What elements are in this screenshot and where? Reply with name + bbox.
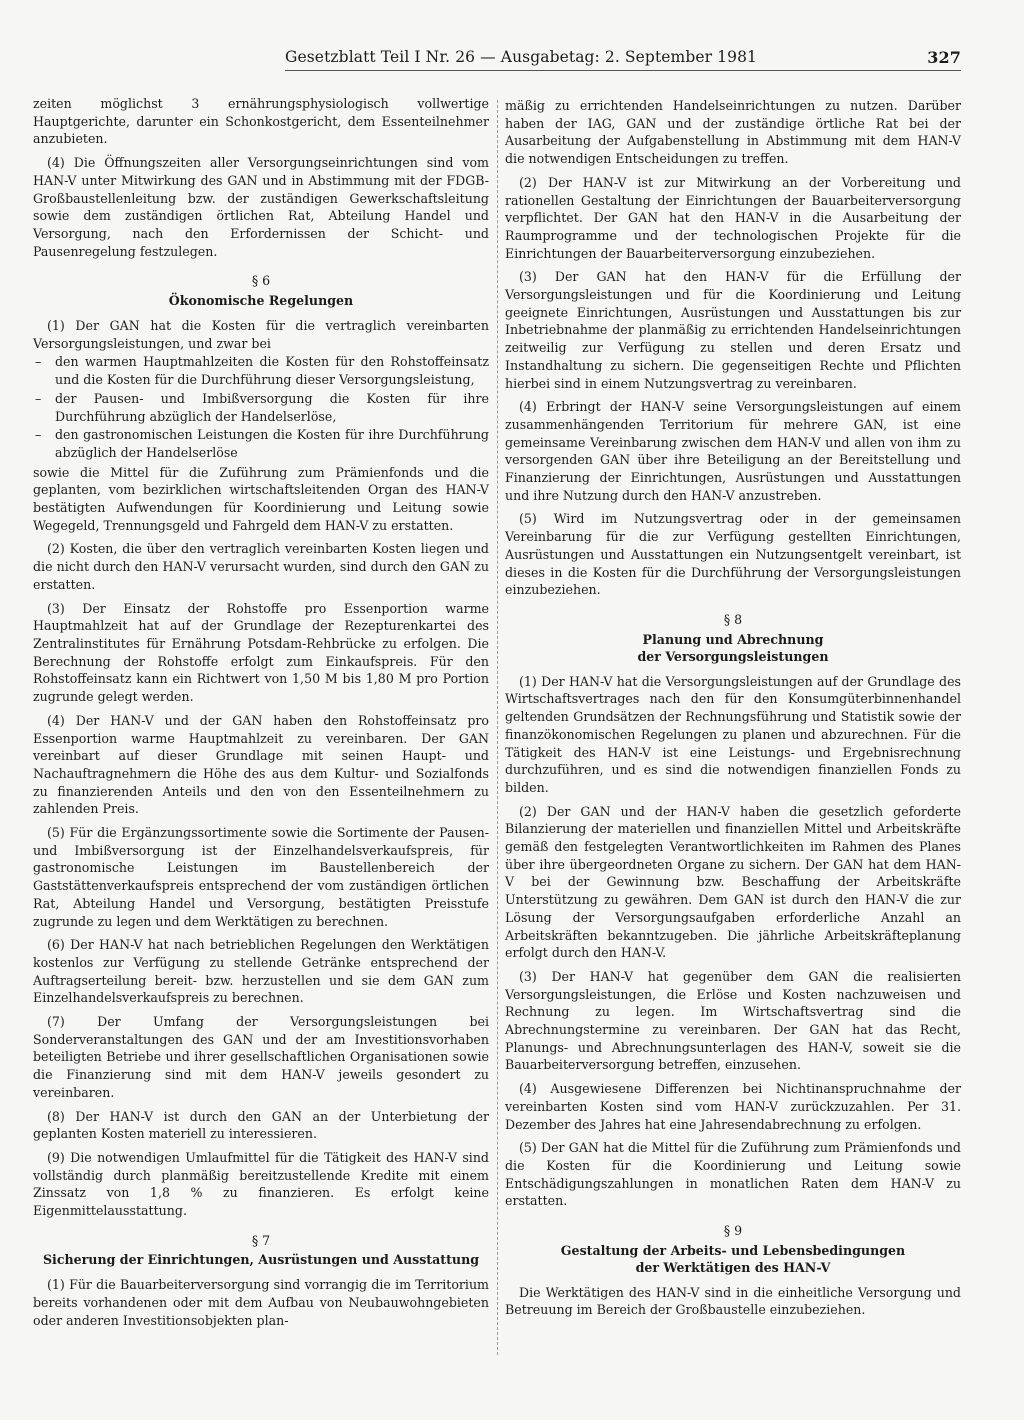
paragraph: (2) Kosten, die über den vertraglich vereinbarten Kosten liegen und die nicht durch den HAN-V verursacht wurden, sind durch den GAN zu erstatten.: [33, 541, 489, 592]
paragraph: (4) Der HAN-V und der GAN haben den Rohstoffeinsatz pro Essenportion warme Hauptmahlzeit zu vereinbaren. Der GAN vereinbart auf dieser Grundlage mit seinen Haupt- und Nachauftragnehmern die Höhe des aus dem Kultur- und Sozialfonds zu finanzierenden Anteils und den von den Essenteilnehmern zu zahlenden Preis.: [33, 712, 489, 817]
dash-list: [33, 353, 489, 461]
section-number: § 9: [723, 1223, 743, 1239]
list-item: – der Pausen- und Imbißversorgung die Kosten für ihre Durchführung abzüglich der Handelserlöse,: [33, 390, 489, 425]
paragraph: (5) Für die Ergänzungssortimente sowie die Sortimente der Pausen- und Imbißversorgung ist der Einzelhandelsverkaufspreis, für gastronomische Leistungen im Baustellenbereich der Gaststättenverkaufspreis entsprechend der vom zuständigen örtlichen Rat, Abteilung Handel und Versorgung, bestätigten Preisstufe zugrunde zu legen und dem Werktätigen zu berechnen.: [33, 825, 489, 929]
left-column: [33, 95, 489, 1336]
section-title: Ökonomische Regelungen: [168, 293, 354, 309]
section-title: Sicherung der Einrichtungen, Ausrüstungen und Ausstattung: [42, 1252, 480, 1268]
list-item: – den gastronomischen Leistungen die Kosten für ihre Durchführung abzüglich der Handelserlöse: [33, 426, 489, 461]
section-number: § 7: [251, 1232, 271, 1248]
paragraph: (5) Der GAN hat die Mittel für die Zuführung zum Prämienfonds und die Kosten für die Koordinierung und Leitung sowie Entschädigungszahlungen in monatlichen Raten dem HAN-V zu erstatten.: [505, 1140, 961, 1209]
section-number: § 8: [723, 611, 743, 627]
paragraph: sowie die Mittel für die Zuführung zum Prämienfonds und die geplanten, vom bezirklichen wirtschaftsleitenden Organ des HAN-V bestätigten Aufwendungen für Koordinierung und Leitung sowie Wegegeld, Trennungsgeld und Fahrgeld dem HAN-V zu erstatten.: [33, 464, 489, 533]
section-title-line: Gestaltung der Arbeits- und Lebensbedingungen: [560, 1242, 906, 1258]
paragraph: (6) Der HAN-V hat nach betrieblichen Regelungen den Werktätigen kostenlos zur Verfügung zu stellende Getränke entsprechend der Auftragserteilung bereit- bzw. herzustellen und sie dem GAN zum Einzelhandelsverkaufspreis zu berechnen.: [33, 937, 489, 1006]
paragraph: (5) Wird im Nutzungsvertrag oder in der gemeinsamen Vereinbarung für die zur Verfügung gestellten Einrichtungen, Ausrüstungen und Ausstattungen ein Nutzungsentgelt vereinbart, ist dieses in die Kosten für die Durchführung der Versorgungsleistungen einzubeziehen.: [505, 511, 961, 598]
paragraph: Die Werktätigen des HAN-V sind in die einheitliche Versorgung und Betreuung im Bereich der Großbaustelle einzubeziehen.: [505, 1284, 961, 1318]
column-divider: [497, 100, 498, 1355]
right-column: [505, 97, 961, 1325]
paragraph: (1) Für die Bauarbeiterversorgung sind vorrangig die im Territorium bereits vorhandenen oder mit dem Aufbau von Neubauwohngebieten oder anderen Investitionsobjekten plan-: [33, 1277, 489, 1328]
section-title-line: der Werktätigen des HAN-V: [635, 1259, 831, 1275]
paragraph: mäßig zu errichtenden Handelseinrichtungen zu nutzen. Darüber haben der IAG, GAN und der zuständige örtliche Rat bei der Ausarbeitung der Aufgabenstellung in Abstimmung mit dem HAN-V die notwendigen Entscheidungen zu treffen.: [505, 98, 961, 167]
paragraph: (1) Der HAN-V hat die Versorgungsleistungen auf der Grundlage des Wirtschaftsvertrages nach den für den Konsumgüterbinnenhandel geltenden Grundsätzen der Rechnungsführung und Statistik sowie der finanzökonomischen Regelungen zu planen und abzurechnen. Für die Tätigkeit des HAN-V ist eine Leistungs- und Ergebnisrechnung durchzuführen, und es sind die notwendigen finanziellen Fonds zu bilden.: [505, 673, 961, 795]
section-title: [505, 1242, 961, 1276]
paragraph: (3) Der Einsatz der Rohstoffe pro Essenportion warme Hauptmahlzeit hat auf der Grundlage der Rezepturenkartei des Zentralinstitutes für Ernährung Potsdam-Rehbrücke zu erfolgen. Die Berechnung der Rohstoffe erfolgt zum Einkaufspreis. Für den Rohstoffeinsatz kann ein Richtwert von 1,50 M bis 1,80 M pro Portion zugrunde gelegt werden.: [33, 600, 489, 705]
paragraph: (2) Der HAN-V ist zur Mitwirkung an der Vorbereitung und rationellen Gestaltung der Einrichtungen der Bauarbeiterversorgung verpflichtet. Der GAN hat den HAN-V in die Ausarbeitung der Raumprogramme und der technologischen Projekte für die Einrichtungen der Bauarbeiterversorgung einzubeziehen.: [505, 174, 961, 261]
page-number: 327: [927, 48, 961, 67]
paragraph: (1) Der GAN hat die Kosten für die vertraglich vereinbarten Versorgungsleistungen, und zwar bei: [33, 318, 489, 351]
header-title: Gesetzblatt Teil I Nr. 26 — Ausgabetag: 2. September 1981: [285, 48, 758, 66]
paragraph: (4) Erbringt der HAN-V seine Versorgungsleistungen auf einem zusammenhängenden Territorium für mehrere GAN, ist eine gemeinsame Vereinbarung zwischen dem HAN-V und allen von ihm zu versorgenden GAN über ihre Beteiligung an der Bereitstellung und Finanzierung der Einrichtungen, Ausrüstungen und Ausstattungen und ihre Nutzung durch den HAN-V anzustreben.: [505, 399, 961, 503]
section-title-line: Planung und Abrechnung: [642, 631, 824, 647]
paragraph: (2) Der GAN und der HAN-V haben die gesetzlich geforderte Bilanzierung der materiellen und finanziellen Mittel und Arbeitskräfte gemäß den festgelegten Verantwortlichkeiten im Rahmen des Planes über ihre übergeordneten Organe zu sichern. Der GAN hat dem HAN-V bei der Gewinnung bzw. Beschaffung der Arbeitskräfte Unterstützung zu gewähren. Dem GAN ist durch den HAN-V die zur Lösung der Versorgungsaufgaben erforderliche Anzahl an Arbeitskräften bekanntzugeben. Die jährliche Arbeitskräfteplanung erfolgt durch den HAN-V.: [505, 803, 961, 961]
paragraph: (4) Ausgewiesene Differenzen bei Nichtinanspruchnahme der vereinbarten Kosten sind vom HAN-V zurückzuzahlen. Per 31. Dezember des Jahres hat eine Jahresendabrechnung zu erfolgen.: [505, 1081, 961, 1132]
section-title-line: der Versorgungsleistungen: [637, 648, 829, 664]
paragraph: zeiten möglichst 3 ernährungsphysiologisch vollwertige Hauptgerichte, darunter ein Schonkostgericht, dem Essenteilnehmer anzubieten.: [33, 96, 489, 147]
section-number: § 6: [251, 273, 271, 289]
paragraph: (9) Die notwendigen Umlaufmittel für die Tätigkeit des HAN-V sind vollständig durch planmäßig bereitzustellende Kredite mit einem Zinssatz von 1,8 % zu finanzieren. Es erfolgt keine Eigenmittelausstattung.: [33, 1149, 489, 1219]
page-header: [285, 48, 961, 71]
paragraph: (7) Der Umfang der Versorgungsleistungen bei Sonderveranstaltungen des GAN und der am Investitionsvorhaben beteiligten Betriebe und ihrer gesellschaftlichen Organisationen sowie die Finanzierung sind mit dem HAN-V jeweils gesondert zu vereinbaren.: [33, 1014, 489, 1100]
paragraph: (8) Der HAN-V ist durch den GAN an der Unterbietung der geplanten Kosten materiell zu interessieren.: [33, 1108, 489, 1142]
paragraph: (3) Der HAN-V hat gegenüber dem GAN die realisierten Versorgungsleistungen, die Erlöse und Kosten nachzuweisen und Rechnung zu legen. Im Wirtschaftsvertrag sind die Abrechnungstermine zu vereinbaren. Der GAN hat das Recht, Planungs- und Abrechnungsunterlagen des HAN-V, soweit sie die Bauarbeiterversorgung betreffen, einzusehen.: [505, 968, 961, 1073]
list-item: – den warmen Hauptmahlzeiten die Kosten für den Rohstoffeinsatz und die Kosten für die Durchführung dieser Versorgungsleistung,: [33, 353, 489, 388]
paragraph: (4) Die Öffnungszeiten aller Versorgungseinrichtungen sind vom HAN-V unter Mitwirkung des GAN und in Abstimmung mit der FDGB-Großbaustellenleitung bzw. der zuständigen Gewerkschaftsleitung sowie dem zuständigen örtlichen Rat, Abteilung Handel und Versorgung, nach den Erfordernissen der Schicht- und Pausenregelung festzulegen.: [33, 155, 489, 259]
paragraph: (3) Der GAN hat den HAN-V für die Erfüllung der Versorgungsleistungen und für die Koordinierung und Leitung geeignete Einrichtungen, Ausrüstungen und Ausstattungen bis zur Inbetriebnahme der planmäßig zu errichtenden Handelseinrichtungen zeitweilig zur Verfügung zu stellen und deren Ersatz und Instandhaltung zu sichern. Die gegenseitigen Rechte und Pflichten hierbei sind in einem Nutzungsvertrag zu vereinbaren.: [505, 269, 961, 391]
section-title: [505, 631, 961, 665]
